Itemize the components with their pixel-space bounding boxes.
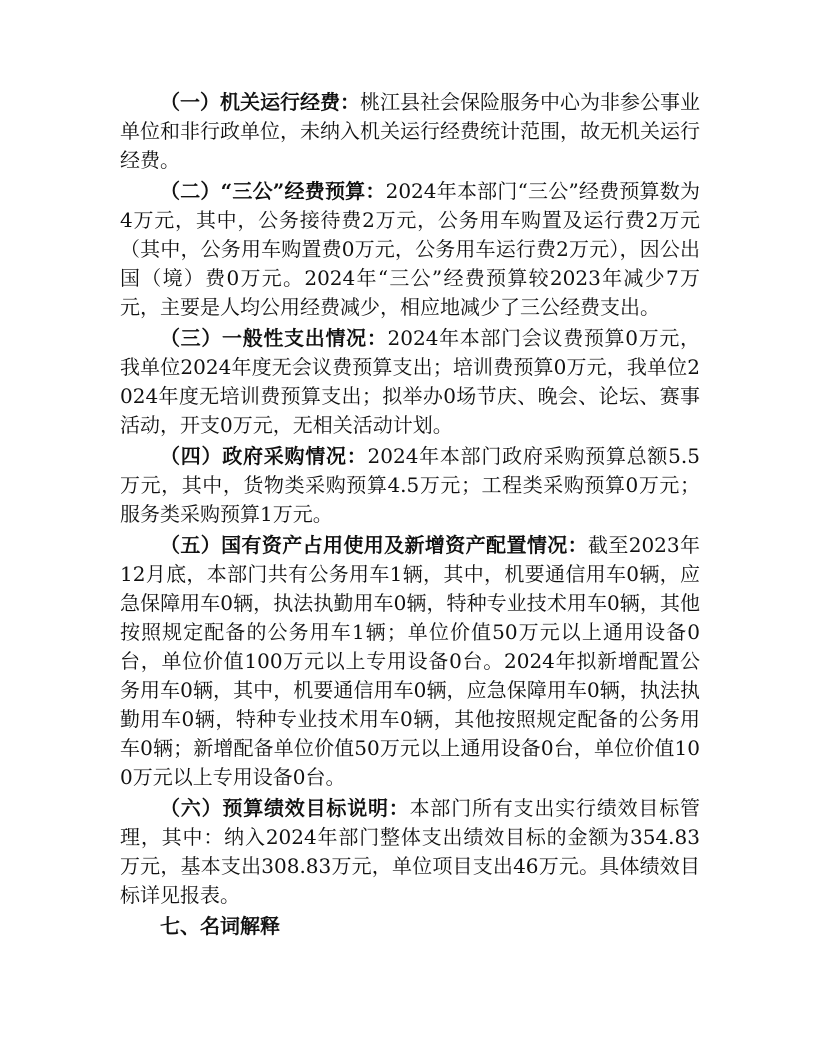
paragraph-body: 2024年本部门“三公”经费预算数为4万元，其中，公务接待费2万元，公务用车购置及运行费2万元（其中，公务用车购置费0万元，公务用车运行费2万元），因公出国（境）费0万元。2024年“三公”经费预算较2023年减少7万元，主要是人均公用经费减少，相应地减少了三公经费支出。	[120, 179, 700, 319]
paragraph-government-procurement	[120, 442, 700, 529]
paragraph-operating-expenses	[120, 88, 700, 175]
paragraph-performance-targets	[120, 794, 700, 910]
paragraph-general-expenditure	[120, 324, 700, 440]
paragraph-heading: （六）预算绩效目标说明：	[160, 796, 410, 820]
paragraph-body: 2024年本部门政府采购预算总额5.5万元，其中，货物类采购预算4.5万元；工程类采购预算0万元；服务类采购预算1万元。	[120, 444, 700, 526]
section-title-glossary: 七、名词解释	[160, 914, 280, 938]
paragraph-body: 2024年本部门会议费预算0万元，我单位2024年度无会议费预算支出；培训费预算0万元，我单位2024年度无培训费预算支出；拟举办0场节庆、晚会、论坛、赛事活动，开支0万元，无相关活动计划。	[120, 326, 701, 437]
paragraph-heading: （四）政府采购情况：	[160, 444, 368, 468]
paragraph-body: 本部门所有支出实行绩效目标管理，其中：纳入2024年部门整体支出绩效目标的金额为354.83万元，基本支出308.83万元，单位项目支出46万元。具体绩效目标详见报表。	[120, 796, 701, 907]
paragraph-body: 桃江县社会保险服务中心为非参公事业单位和非行政单位，未纳入机关运行经费统计范围，故无机关运行经费。	[120, 90, 700, 172]
paragraph-heading: （五）国有资产占用使用及新增资产配置情况：	[160, 533, 588, 557]
paragraph-heading: （二）“三公”经费预算：	[160, 179, 386, 203]
paragraph-heading: （一）机关运行经费：	[160, 90, 360, 114]
document-page	[120, 88, 700, 941]
paragraph-body: 截至2023年12月底，本部门共有公务用车1辆，其中，机要通信用车0辆，应急保障用车0辆，执法执勤用车0辆，特种专业技术用车0辆，其他按照规定配备的公务用车1辆；单位价值50万元以上通用设备0台，单位价值100万元以上专用设备0台。2024年拟新增配置公务用车0辆，其中，机要通信用车0辆，应急保障用车0辆，执法执勤用车0辆，特种专业技术用车0辆，其他按照规定配备的公务用车0辆；新增配备单位价值50万元以上通用设备0台，单位价值100万元以上专用设备0台。	[120, 533, 701, 789]
paragraph-state-assets	[120, 531, 700, 792]
paragraph-heading: （三）一般性支出情况：	[160, 326, 388, 350]
paragraph-three-public-expenses	[120, 177, 700, 322]
